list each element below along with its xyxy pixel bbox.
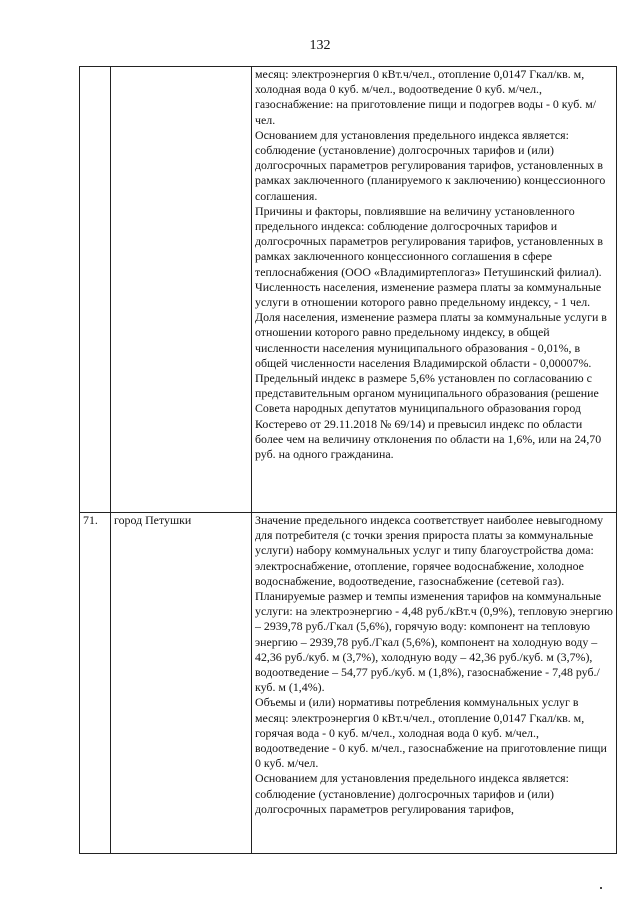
table-row bbox=[80, 513, 617, 854]
paragraph: Значение предельного индекса соответствует наиболее невыгодному для потребителя (с точки зрения прироста платы за коммунальные услуги) набору коммунальных услуг и типу благоустройства дома: электроснабжение, отопление, горячее водоснабжение, холодное водоснабжение, водоотведение, газоснабжение (сетевой газ). bbox=[255, 513, 604, 588]
paragraph: Численность населения, изменение размера платы за коммунальные услуги в отношении которого равно предельному индексу, - 1 чел. bbox=[255, 279, 602, 310]
row-number-cell bbox=[80, 67, 111, 513]
row-number-cell: 71. bbox=[80, 513, 111, 854]
description-cell bbox=[252, 513, 617, 854]
scan-speck bbox=[600, 887, 602, 889]
paragraph: Планируемые размер и темпы изменения тарифов на коммунальные услуги: на электроэнергию - 4,48 руб./кВт.ч (0,9%), тепловую энергию – 2939,78 руб./Гкал (5,6%), горячую воду: компонент на тепловую энергию – 2939,78 руб./Гкал (5,6%), компонент на холодную воду – 42,36 руб./куб. м (3,7%), холодную воду – 42,36 руб./куб. м (3,7%), водоотведение – 54,77 руб./куб. м (1,8%), газоснабжение - 7,48 руб./куб. м (1,4%). bbox=[255, 589, 613, 695]
paragraph: Предельный индекс в размере 5,6% установлен по согласованию с представительным органом муниципального образования (решение Совета народных депутатов муниципального образования город Костерево от 29.11.2018 № 69/14) и превысил индекс по области более чем на величину отклонения по области на 1,6%, или на 24,70 руб. на одного гражданина. bbox=[255, 371, 602, 462]
municipality-cell: город Петушки bbox=[111, 513, 252, 854]
paragraph: месяц: электроэнергия 0 кВт.ч/чел., отопление 0,0147 Гкал/кв. м, холодная вода 0 куб. м/чел., водоотведение 0 куб. м/чел., газоснабжение: на приготовление пищи и подогрев воды - 0 куб. м/чел. bbox=[255, 67, 597, 127]
table-row bbox=[80, 67, 617, 513]
document-table bbox=[79, 66, 617, 854]
municipality-cell bbox=[111, 67, 252, 513]
paragraph: Объемы и (или) нормативы потребления коммунальных услуг в месяц: электроэнергия 0 кВт.ч/чел., отопление 0,0147 Гкал/кв. м, горячая вода - 0 куб. м/чел., холодная вода 0 куб. м/чел., водоотведение - 0 куб. м/чел., газоснабжение на приготовление пищи 0 куб. м/чел. bbox=[255, 695, 607, 771]
page-number: 132 bbox=[309, 38, 331, 53]
description-cell bbox=[252, 67, 617, 513]
paragraph: Основанием для установления предельного индекса является: соблюдение (установление) долгосрочных тарифов и (или) долгосрочных параметров регулирования тарифов, установленных в рамках заключенного (планируемого к заключению) концессионного соглашения. bbox=[255, 127, 606, 203]
paragraph: Основанием для установления предельного индекса является: соблюдение (установление) долгосрочных тарифов и (или) долгосрочных параметров регулирования тарифов, bbox=[255, 771, 569, 816]
paragraph: Причины и факторы, повлиявшие на величину установленного предельного индекса: соблюдение долгосрочных тарифов и долгосрочных параметров регулирования тарифов, установленных в рамках заключенного концессионного соглашения в сфере теплоснабжения (ООО «Владимиртеплогаз» Петушинский филиал). bbox=[255, 203, 604, 279]
paragraph: Доля населения, изменение размера платы за коммунальные услуги в отношении которого равно предельному индексу, в общей численности населения муниципального образования - 0,01%, в общей численности населения Владимирской области - 0,00007%. bbox=[255, 310, 607, 370]
